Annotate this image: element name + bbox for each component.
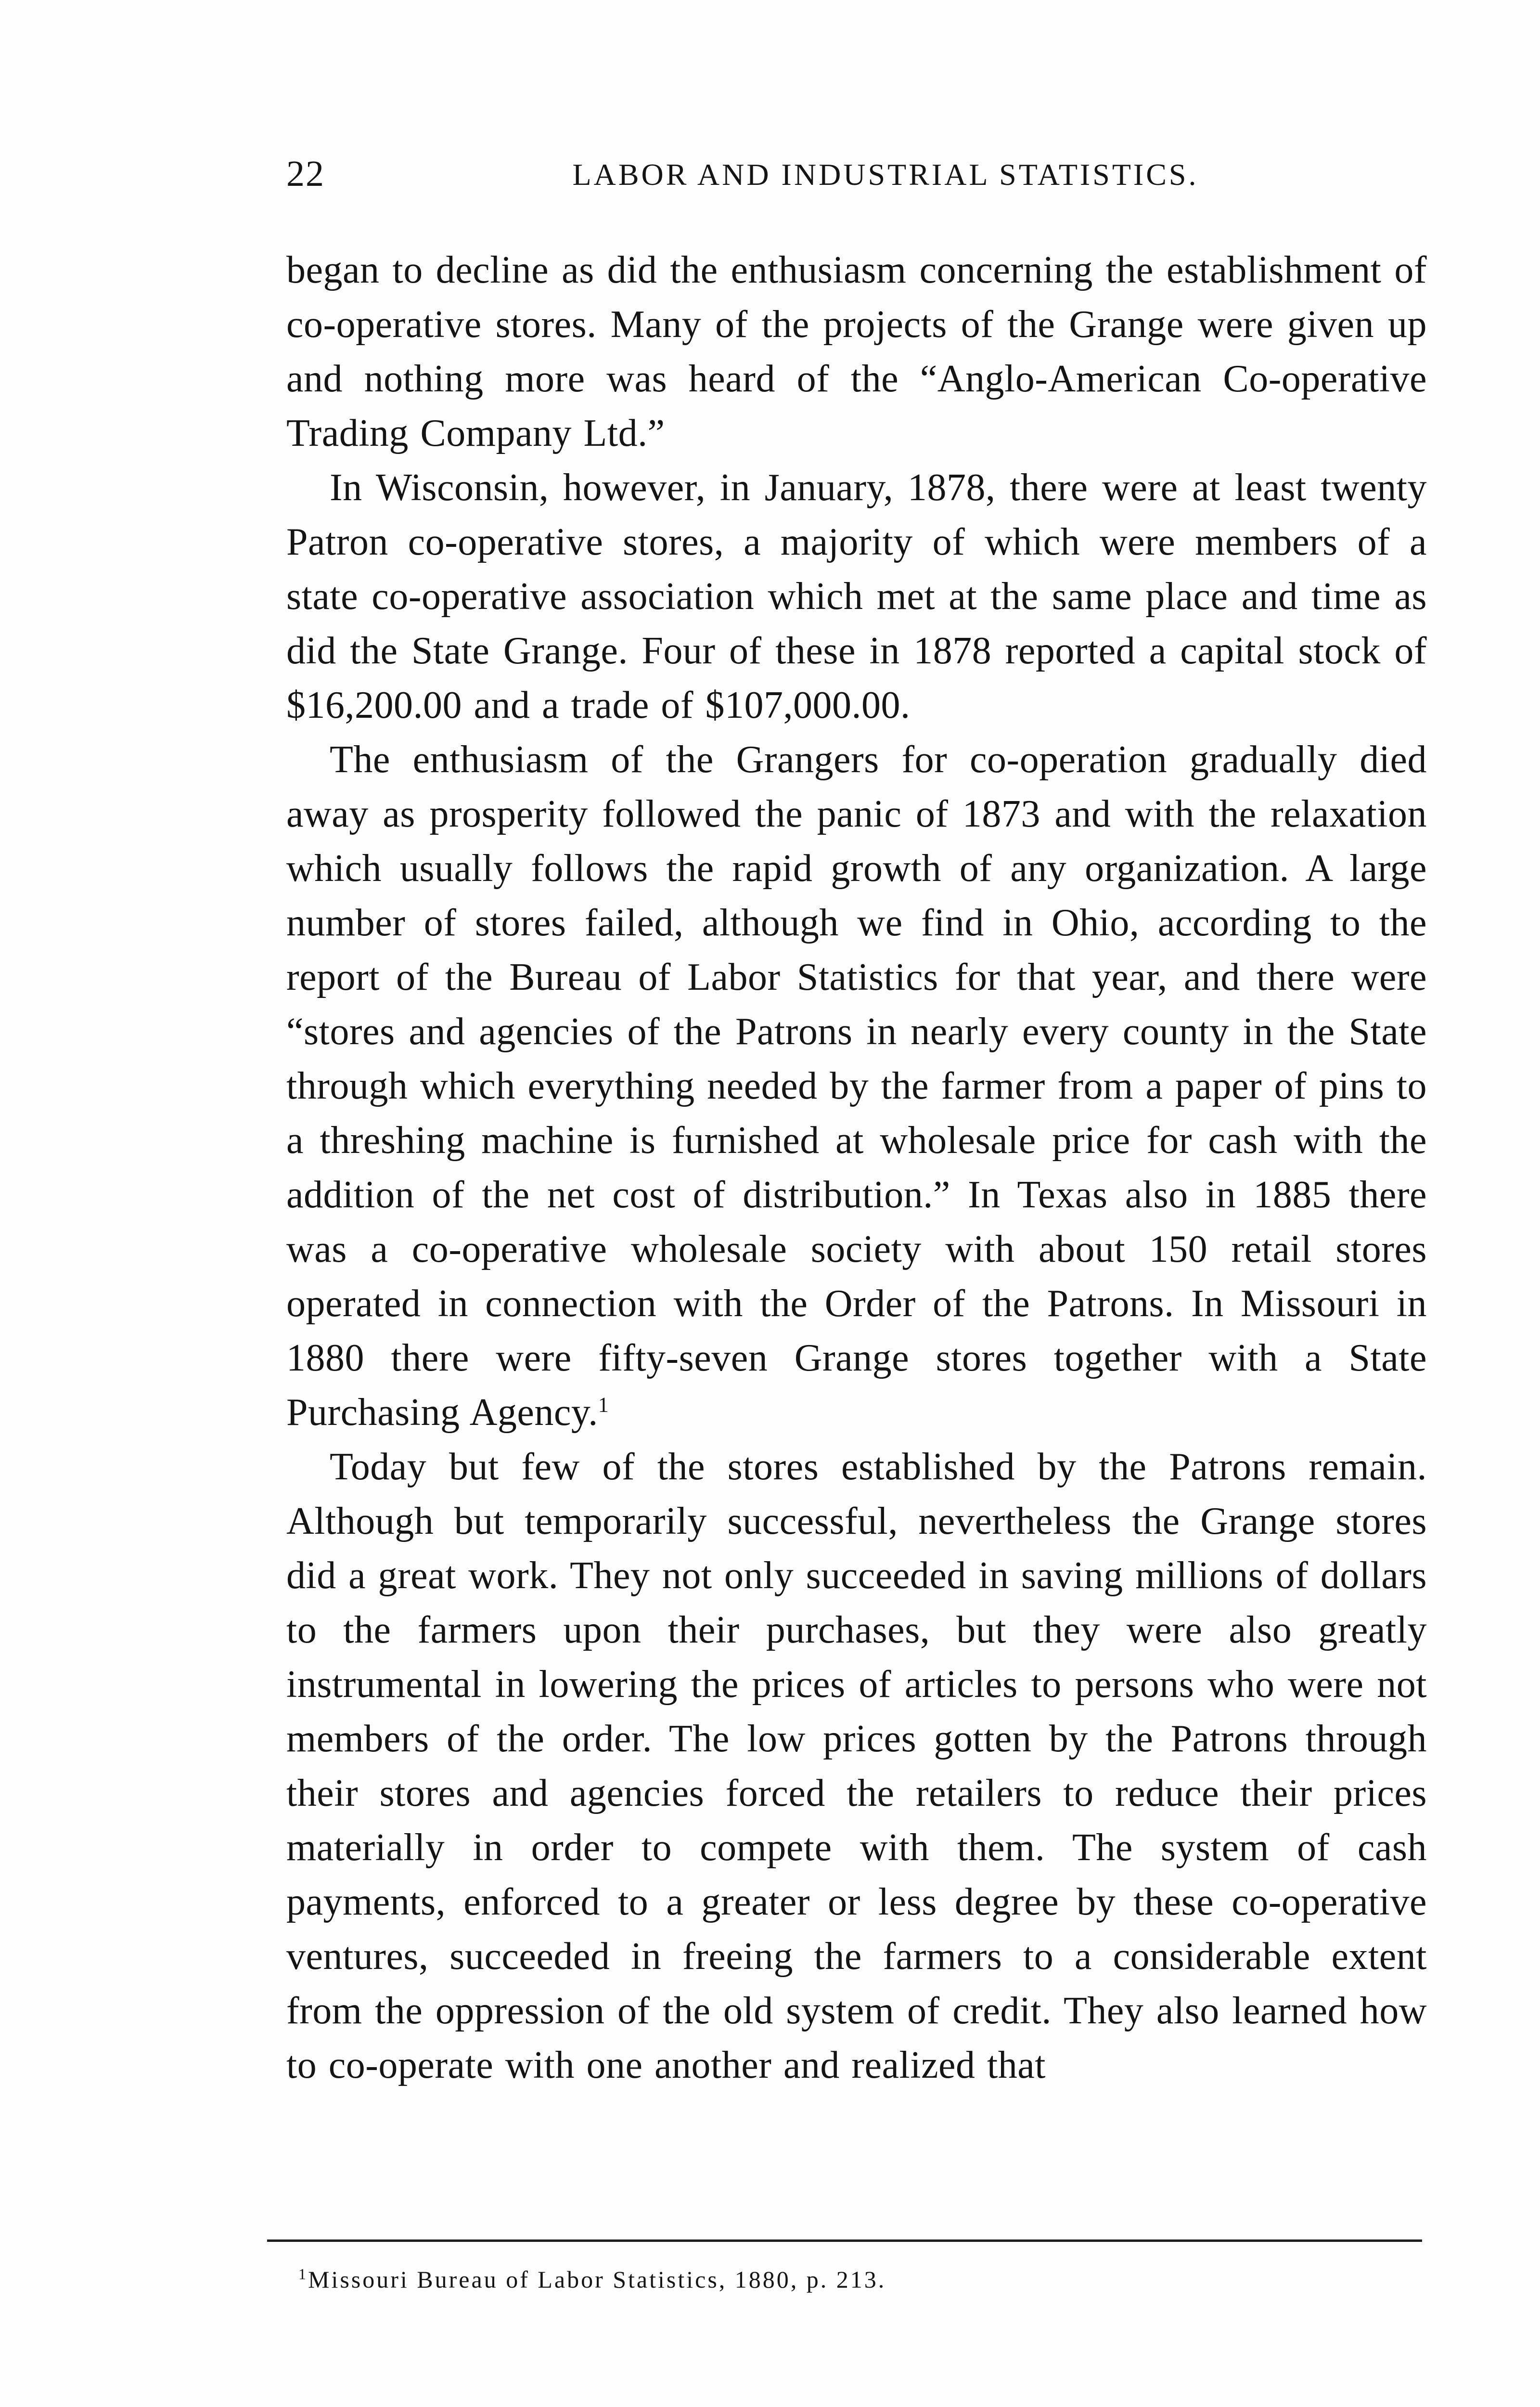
paragraph-4-text: Today but few of the stores established by the Patrons remain. Although but temporarily successful, nevertheless the Grange stores did a great work. They not only succeeded in saving millions of dollars to the farmers upon their purchases, but they were also greatly instrumental in lowering the prices of articles to persons who were not members of the order. The low prices gotten by the Patrons through their stores and agencies forced the retailers to reduce their prices materially in order to compete with them. The system of cash payments, enforced to a greater or less degree by these co-operative ventures, succeeded in freeing the farmers to a considerable extent from the oppression of the old system of credit. They also learned how to co-operate with one another and realized that [286, 1446, 1427, 2086]
running-head [286, 153, 1427, 206]
paragraph-3 [286, 733, 1427, 1440]
footnote [298, 2263, 1405, 2296]
running-title: LABOR AND INDUSTRIAL STATISTICS. [572, 157, 1199, 192]
paragraph-2 [286, 461, 1427, 733]
footnote-mark: 1 [298, 2265, 308, 2283]
paragraph-2-text: In Wisconsin, however, in January, 1878, there were at least twenty Patron co-operative stores, a majority of which were members of a state co-operative association which met at the same place and time as did the State Grange. Four of these in 1878 reported a capital stock of $16,200.00 and a trade of $107,000.00. [286, 466, 1427, 726]
paragraph-1-text: began to decline as did the enthusiasm concerning the establishment of co-operative stores. Many of the projects of the Grange were given up and nothing more was heard of the “Anglo-American Co-operative Trading Company Ltd.” [286, 249, 1427, 454]
paragraph-4 [286, 1440, 1427, 2093]
footnote-reference-mark: 1 [598, 1393, 609, 1417]
paragraph-1 [286, 243, 1427, 461]
footnote-text: Missouri Bureau of Labor Statistics, 1880, p. 213. [308, 2266, 886, 2293]
paragraph-3-text: The enthusiasm of the Grangers for co-operation gradually died away as prosperity followed the panic of 1873 and with the relaxation which usually follows the rapid growth of any organization. A large number of stores failed, although we find in Ohio, according to the report of the Bureau of Labor Statistics for that year, and there were “stores and agencies of the Patrons in nearly every county in the State through which everything needed by the farmer from a paper of pins to a threshing machine is furnished at wholesale price for cash with the addition of the net cost of distribution.” In Texas also in 1885 there was a co-operative wholesale society with about 150 retail stores operated in connection with the Order of the Patrons. In Missouri in 1880 there were fifty-seven Grange stores together with a State Purchasing Agency. [286, 738, 1427, 1434]
footnote-divider [267, 2239, 1422, 2242]
body-text [286, 243, 1427, 2093]
page-number: 22 [286, 154, 325, 194]
